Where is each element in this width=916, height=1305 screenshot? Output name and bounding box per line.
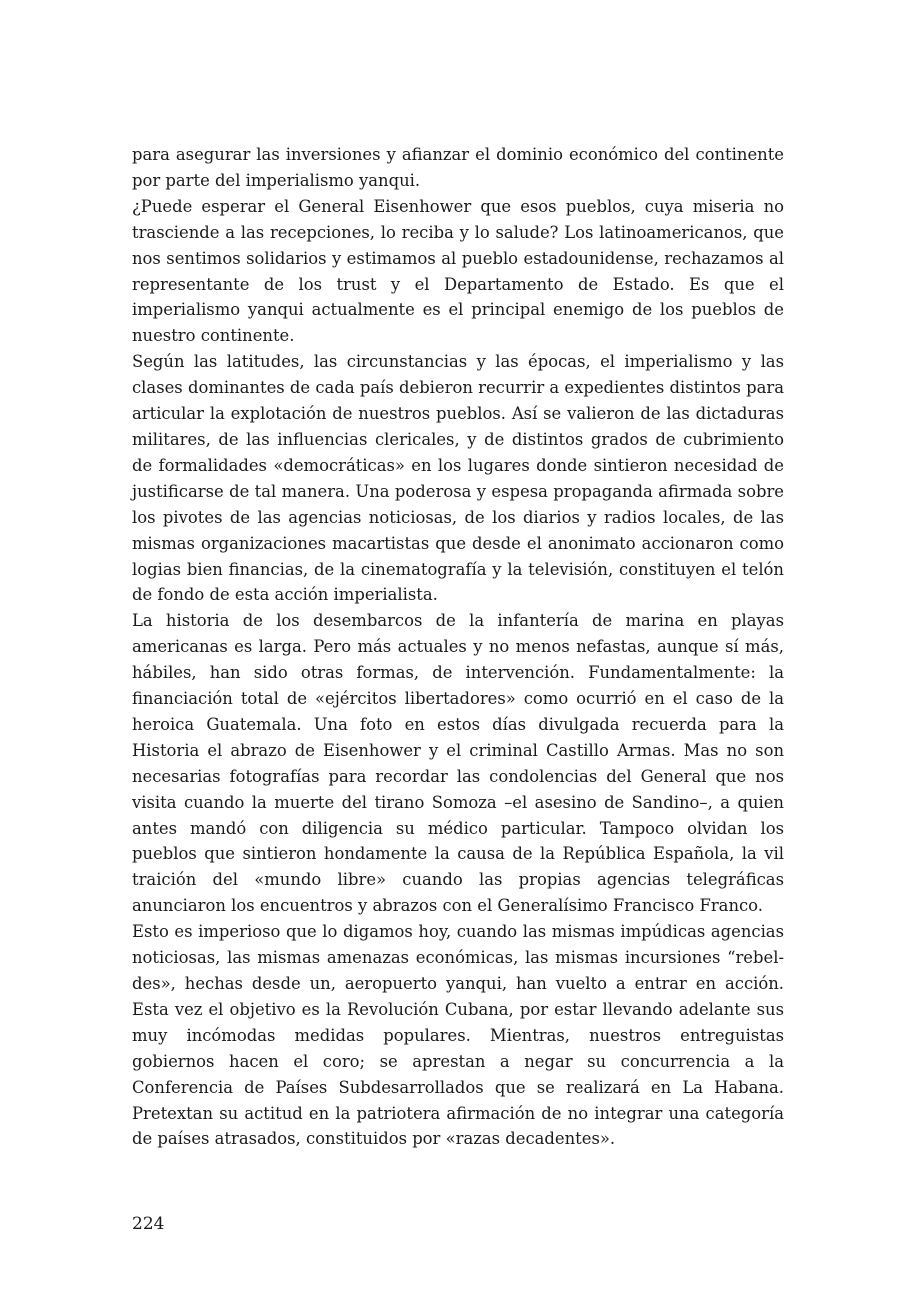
paragraph: para asegurar las inversiones y afianzar el dominio económico del continente por parte del imperialismo yanqui. (132, 145, 784, 190)
paragraph: ¿Puede esperar el General Eisenhower que esos pueblos, cuya miseria no trasciende a las recepciones, lo reciba y lo salude? Los latinoamericanos, que nos sentimos solidarios y estimamos al pueblo estadounidense, rechazamos al representante de los trust y el Departamento de Estado. Es que el imperialismo yanqui actualmente es el principal enemigo de los pueblos de nuestro continente. (132, 196, 784, 346)
paragraph: La historia de los desembarcos de la infantería de marina en playas americanas es larga. Pero más actuales y no menos nefastas, aunque sí más, hábiles, han sido otras formas, de intervención. Fundamentalmente: la financiación total de «ejércitos libertadores» como ocurrió en el caso de la heroica Guatemala. Una foto en estos días divulgada recuerda para la Historia el abrazo de Eisenhower y el criminal Castillo Armas. Mas no son necesarias fotografías para recordar las condolencias del General que nos visita cuando la muerte del tirano Somoza –el asesino de Sandino–, a quien antes mandó con diligencia su médico particular. Tampoco olvidan los pueblos que sintieron hondamente la causa de la República Española, la vil traición del «mundo libre» cuando las propias agencias telegráficas anunciaron los encuentros y abrazos con el Generalísimo Francisco Franco. (132, 611, 784, 916)
page-number: 224 (132, 1214, 165, 1234)
page-body-text (132, 142, 784, 1152)
paragraph: Según las latitudes, las circunstancias y las épocas, el imperialismo y las clases dominantes de cada país debieron recurrir a expedientes distintos para articular la explotación de nuestros pueblos. Así se valieron de las dictaduras militares, de las influencias clericales, y de distintos grados de cubrimiento de formalidades «democráticas» en los lugares donde sintieron necesidad de justificarse de tal manera. Una poderosa y espesa propaganda afirmada sobre los pivotes de las agencias noticiosas, de los diarios y radios locales, de las mismas organizaciones macartistas que desde el anonimato accionaron como logias bien financias, de la cinematografía y la televisión, constituyen el telón de fondo de esta acción imperialista. (132, 352, 784, 605)
paragraph: Esto es imperioso que lo digamos hoy, cuando las mismas impúdicas agencias noticiosas, las mismas amenazas económicas, las mismas incursiones “rebeldes», hechas desde un, aeropuerto yanqui, han vuelto a entrar en acción. Esta vez el objetivo es la Revolución Cubana, por estar llevando adelante sus muy incómodas medidas populares. Mientras, nuestros entreguistas gobiernos hacen el coro; se aprestan a negar su concurrencia a la Conferencia de Países Subdesarrollados que se realizará en La Habana. Pretextan su actitud en la patriotera afirmación de no integrar una categoría de países atrasados, constituidos por «razas decadentes». (132, 922, 784, 1149)
